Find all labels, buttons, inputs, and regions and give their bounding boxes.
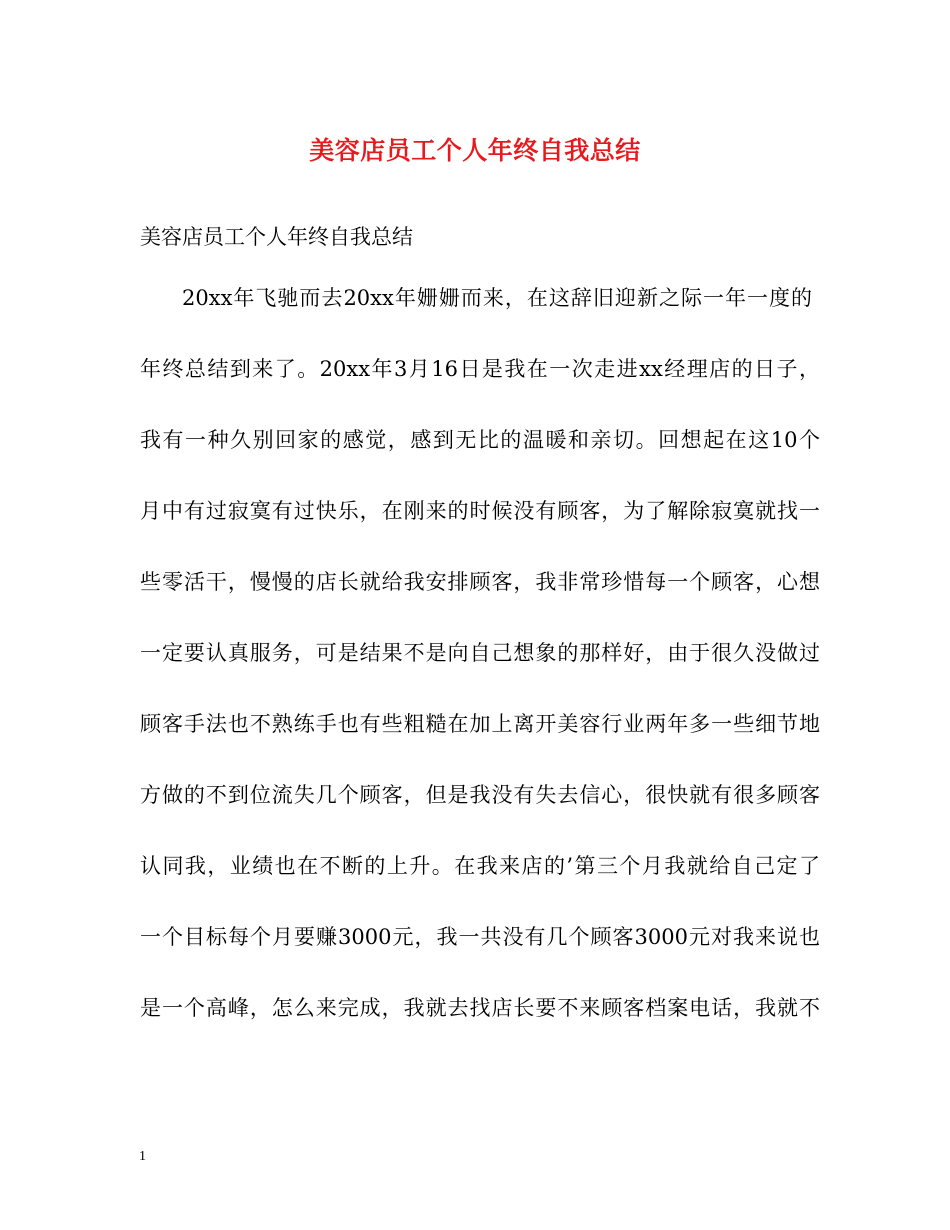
paragraph-line: 一个目标每个月要赚3000元，我一共没有几个顾客3000元对我来说也 bbox=[140, 925, 820, 949]
document-title: 美容店员工个人年终自我总结 bbox=[309, 136, 641, 165]
paragraph-line: 方做的不到位流失几个顾客，但是我没有失去信心，很快就有很多顾客 bbox=[140, 783, 820, 807]
paragraph-line: 是一个高峰，怎么来完成，我就去找店长要不来顾客档案电话，我就不 bbox=[140, 996, 820, 1020]
paragraph-line: 年终总结到来了。20xx年3月16日是我在一次走进xx经理店的日子， bbox=[140, 357, 820, 381]
paragraph-line: 顾客手法也不熟练手也有些粗糙在加上离开美容行业两年多一些细节地 bbox=[140, 712, 820, 736]
paragraph-line: 我有一种久别回家的感觉，感到无比的温暖和亲切。回想起在这10个 bbox=[140, 428, 820, 452]
page-number: 1 bbox=[139, 1149, 146, 1164]
document-subtitle: 美容店员工个人年终自我总结 bbox=[140, 225, 413, 249]
paragraph-line: 些零活干，慢慢的店长就给我安排顾客，我非常珍惜每一个顾客，心想 bbox=[140, 570, 820, 594]
paragraph-line: 20xx年飞驰而去20xx年姗姗而来，在这辞旧迎新之际一年一度的 bbox=[182, 286, 812, 310]
paragraph-line: 认同我，业绩也在不断的上升。在我来店的’第三个月我就给自己定了 bbox=[140, 854, 820, 878]
paragraph-line: 月中有过寂寞有过快乐，在刚来的时候没有顾客，为了解除寂寞就找一 bbox=[140, 499, 820, 523]
paragraph-line: 一定要认真服务，可是结果不是向自己想象的那样好，由于很久没做过 bbox=[140, 641, 820, 665]
